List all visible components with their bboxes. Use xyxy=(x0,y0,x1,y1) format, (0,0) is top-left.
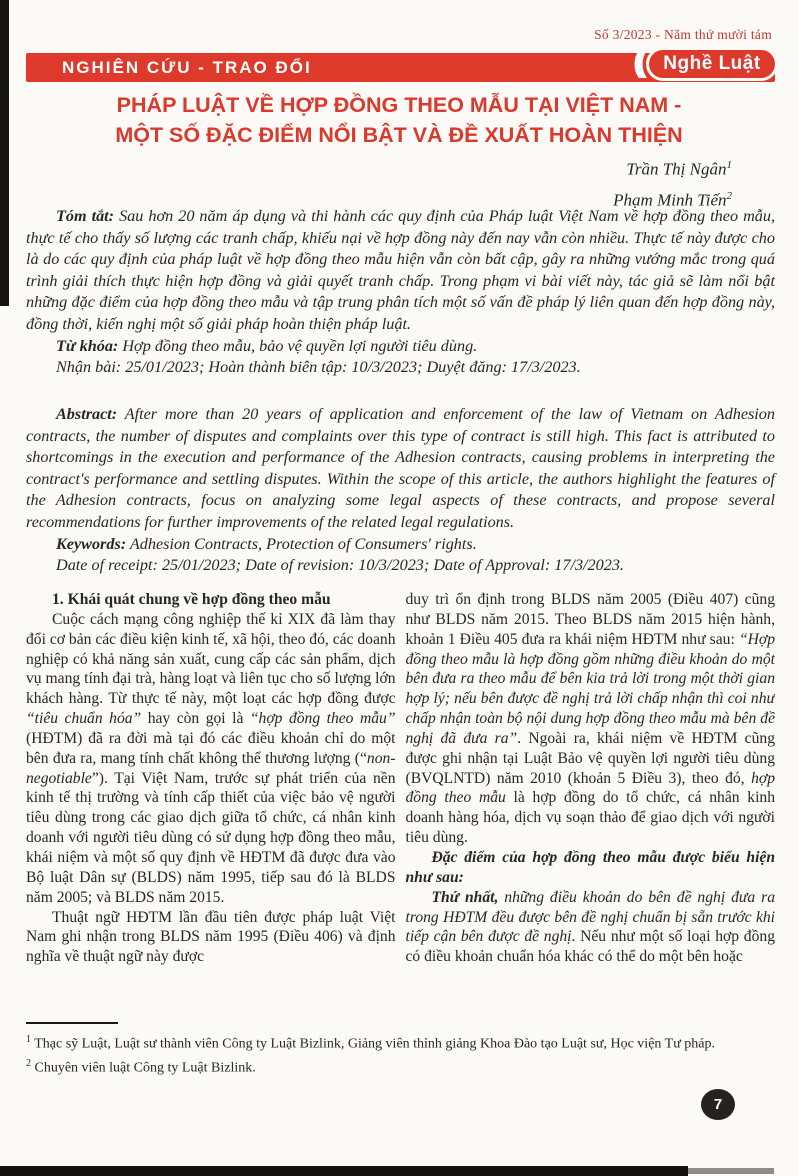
footnote-2-marker: 2 xyxy=(26,1057,31,1069)
footnote-1-text: Thạc sỹ Luật, Luật sư thành viên Công ty Luật Bizlink, Giảng viên thỉnh giảng Khoa Đào tạo Luật sư, Học viện Tư pháp. xyxy=(34,1036,716,1052)
abstract-vietnamese xyxy=(26,206,775,379)
author-1 xyxy=(613,152,732,183)
body-left-paragraph-1: Cuộc cách mạng công nghiệp thế kỉ XIX đã làm thay đổi cơ bản các điều kiện kinh tế, xã hội, theo đó, các doanh nghiệp có khả năng sản xuất, cung cấp các sản phẩm, dịch vụ mang tính đại trà, hàng loạt và liên tục cho số lượng lớn khách hàng. Từ thực tế này, một loạt các hợp đồng được “tiêu chuẩn hóa” hay còn gọi là “hợp đồng theo mẫu” (HĐTM) đã ra đời mà tại đó các điều khoản chỉ do một bên đưa ra, mang tính chất không thể thương lượng (“non-negotiable”). Tại Việt Nam, trước sự phát triển của nền kinh tế thị trường và tính cấp thiết của việc bảo vệ người tiêu dùng trong các giao dịch giữa tổ chức, cá nhân kinh doanh với người tiêu dùng có sử dụng hợp đồng theo mẫu, khái niệm và một số quy định về HĐTM đã được đưa vào Bộ luật Dân sự (BLDS) năm 1995, tiếp sau đó là BLDS năm 2005; và BLDS năm 2015. xyxy=(26,610,396,906)
author-1-footnote-marker: 1 xyxy=(726,159,732,171)
scan-edge-left xyxy=(0,0,9,306)
footnote-1 xyxy=(26,1030,775,1054)
author-2-name: Phạm Minh Tiến xyxy=(613,190,727,210)
section-label: NGHIÊN CỨU - TRAO ĐỔI xyxy=(62,58,312,77)
scan-edge-bottom xyxy=(0,1166,688,1176)
abstract-en-dates: Date of receipt: 25/01/2023; Date of revision: 10/3/2023; Date of Approval: 17/3/2023. xyxy=(56,556,624,575)
body-right-paragraph-2: Đặc điểm của hợp đồng theo mẫu được biểu hiện như sau: xyxy=(405,848,775,886)
abstract-en-keywords: Keywords: Adhesion Contracts, Protection of Consumers' rights. xyxy=(56,534,477,553)
footnote-2-text: Chuyên viên luật Công ty Luật Bizlink. xyxy=(34,1060,256,1076)
footnote-2 xyxy=(26,1054,775,1078)
article-title-line1: PHÁP LUẬT VỀ HỢP ĐỒNG THEO MẪU TẠI VIỆT NAM - xyxy=(116,93,682,117)
abstract-vi-dates: Nhận bài: 25/01/2023; Hoàn thành biên tập: 10/3/2023; Duyệt đăng: 17/3/2023. xyxy=(56,358,581,377)
author-list xyxy=(613,152,732,213)
footnotes xyxy=(26,1030,775,1077)
body-right-paragraph-1: duy trì ổn định trong BLDS năm 2005 (Điều 407) cũng như BLDS năm 2015. Theo BLDS năm 2015 hiện hành, khoản 1 Điều 405 đưa ra khái niệm HĐTM như sau: “Hợp đồng theo mẫu là hợp đồng gồm những điều khoản do một bên đưa ra theo mẫu để bên kia trả lời trong một thời gian hợp lý; nếu bên được đề nghị trả lời chấp nhận thì coi như chấp nhận toàn bộ nội dung hợp đồng theo mẫu mà bên đề nghị đã đưa ra”. Ngoài ra, khái niệm về HĐTM cũng được ghi nhận tại Luật Bảo vệ quyền lợi người tiêu dùng (BVQLNTD) năm 2010 (khoản 5 Điều 3), theo đó, hợp đồng theo mẫu là hợp đồng do tổ chức, cá nhân kinh doanh hàng hóa, dịch vụ soạn thảo để giao dịch với người tiêu dùng. xyxy=(405,591,775,847)
author-1-name: Trần Thị Ngân xyxy=(626,159,727,179)
footnote-separator xyxy=(26,1022,118,1024)
issue-line: Số 3/2023 - Năm thứ mười tám xyxy=(594,27,772,42)
body-column-right xyxy=(406,590,776,1014)
journal-logo-badge xyxy=(646,47,778,81)
page-number: 7 xyxy=(713,1096,723,1113)
abstract-vi-paragraph: Tóm tắt: Sau hơn 20 năm áp dụng và thi hành các quy định của Pháp luật Việt Nam về hợp đồng theo mẫu, thực tế cho thấy số lượng các tranh chấp, khiếu nại về hợp đồng này đến nay vẫn còn nhiều. Thực tế này được cho là do các quy định của pháp luật về hợp đồng theo mẫu hiện vẫn còn bất cập, gây ra những vướng mắc trong quá trình giải thích thực hiện hợp đồng và giải quyết tranh chấp. Trong phạm vi bài viết này, tác giả sẽ làm nổi bật những đặc điểm của hợp đồng theo mẫu và tập trung phân tích một số vấn đề pháp lý liên quan đến hợp đồng này, đồng thời, kiến nghị một số giải pháp hoàn thiện pháp luật. xyxy=(26,207,775,333)
author-2-footnote-marker: 2 xyxy=(726,189,732,202)
journal-name: Nghề Luật xyxy=(663,53,761,74)
article-title-line2: MỘT SỐ ĐẶC ĐIỂM NỔI BẬT VÀ ĐỀ XUẤT HOÀN THIỆN xyxy=(115,123,683,147)
body-columns xyxy=(26,590,775,1014)
footnote-1-marker: 1 xyxy=(26,1034,31,1045)
body-column-left xyxy=(26,590,396,1014)
section-band xyxy=(26,46,775,82)
section-heading-1: 1. Khái quát chung về hợp đồng theo mẫu xyxy=(52,591,331,608)
article-title xyxy=(0,90,798,150)
abstract-en-paragraph: Abstract: After more than 20 years of application and enforcement of the law of Vietnam on Adhesion contracts, the number of disputes and complaints over this type of contract is still high. This fact is attributed to shortcomings in the execution and performance of the Adhesion contracts, causing problems in interpreting the contract's performance and settling disputes. Within the scope of this article, the authors highlight the features of the Adhesion contracts, focus on analyzing some legal aspects of these contracts, and propose several recommendations for further improvements of the related legal regulations. xyxy=(26,405,775,531)
abstract-english xyxy=(26,404,775,577)
scan-edge-bottom-fade xyxy=(688,1168,774,1174)
body-right-paragraph-3: Thứ nhất, những điều khoản do bên đề nghị đưa ra trong HĐTM đều được bên đề nghị chuẩn bị sẵn trước khi tiếp cận bên được đề nghị. Nếu như một số loại hợp đồng có điều khoản chuẩn hóa khác có thể do một bên hoặc xyxy=(405,888,775,966)
sound-wave-icon: ((( xyxy=(633,46,639,79)
page-number-badge xyxy=(701,1089,735,1120)
abstract-vi-keywords: Từ khóa: Hợp đồng theo mẫu, bảo vệ quyền lợi người tiêu dùng. xyxy=(56,336,478,355)
body-left-paragraph-2: Thuật ngữ HĐTM lần đầu tiên được pháp luật Việt Nam ghi nhận trong BLDS năm 1995 (Điều 406) và định nghĩa về thuật ngữ này được xyxy=(26,908,396,966)
